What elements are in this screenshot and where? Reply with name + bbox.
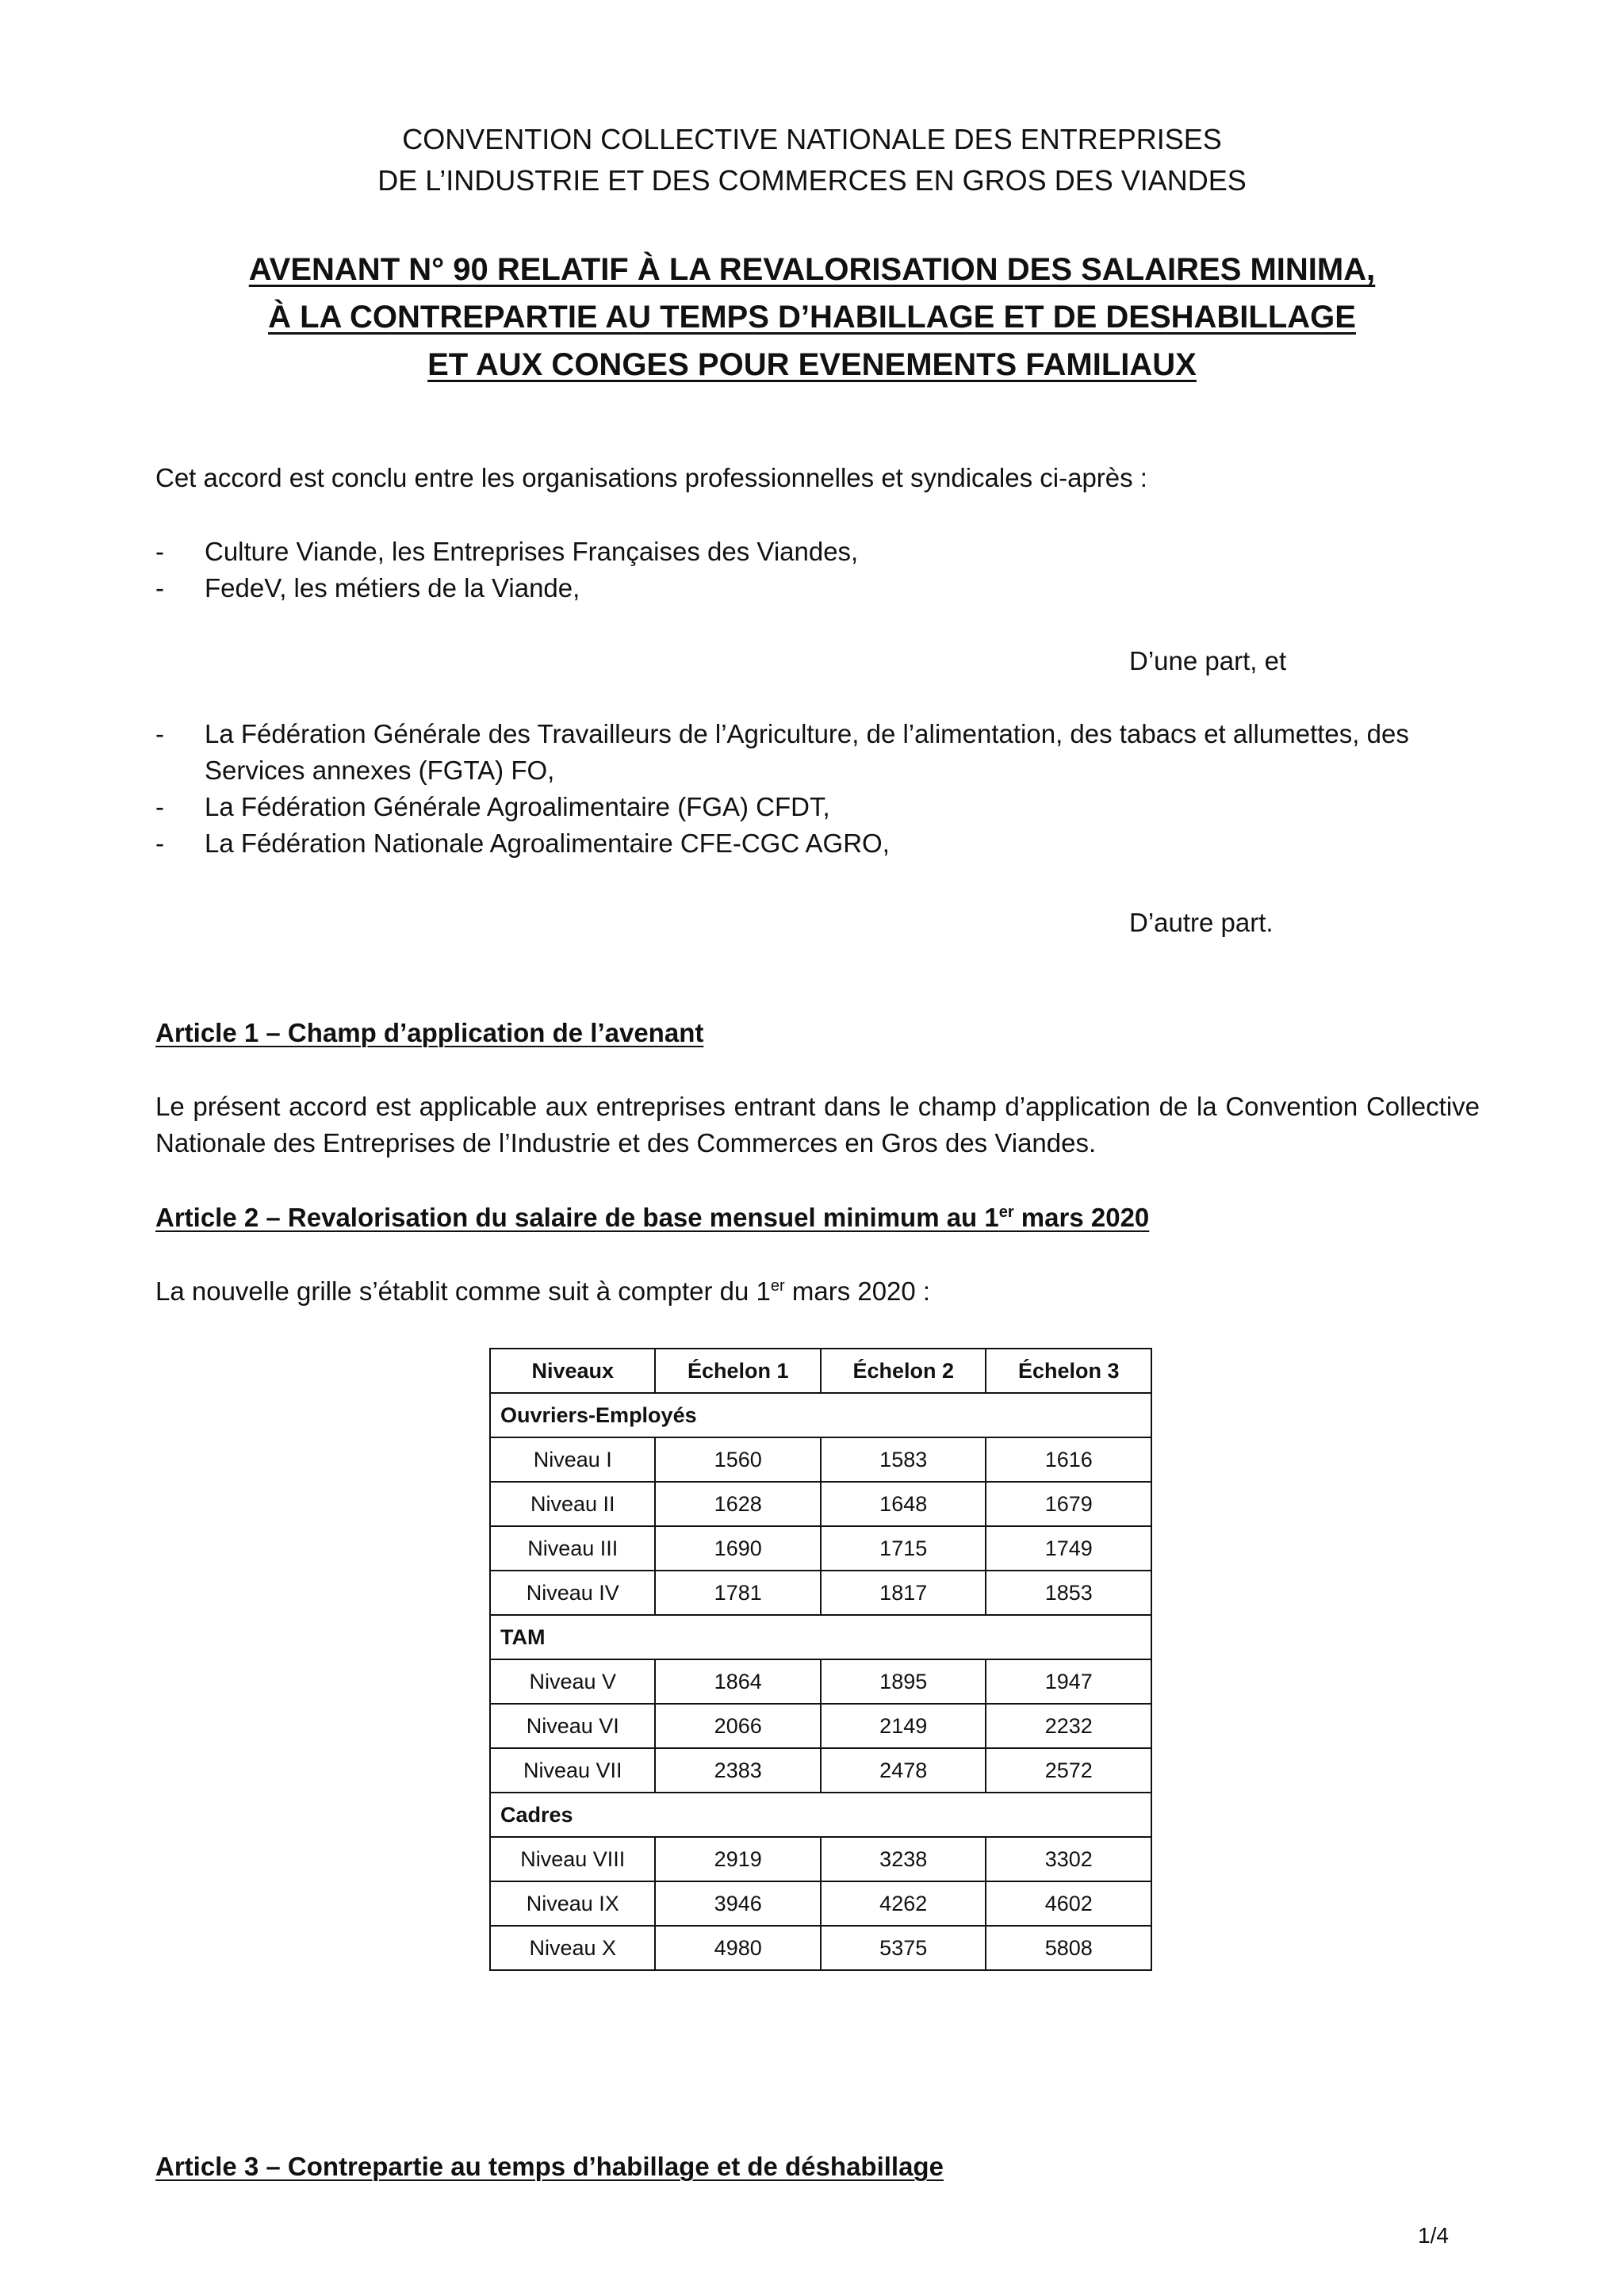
table-cell: Niveau III bbox=[490, 1526, 655, 1571]
article-1-heading: Article 1 – Champ d’application de l’avenant bbox=[155, 1018, 704, 1047]
table-cell: 3946 bbox=[655, 1881, 821, 1926]
table-row bbox=[490, 1482, 1151, 1526]
avenant-title-line-1: AVENANT N° 90 RELATIF À LA REVALORISATION DES SALAIRES MINIMA, bbox=[248, 252, 1376, 287]
article-2-body bbox=[155, 1273, 1480, 1310]
table-group-row bbox=[490, 1615, 1151, 1659]
table-row bbox=[490, 1926, 1151, 1970]
table-cell: 2066 bbox=[655, 1704, 821, 1748]
intro-paragraph: Cet accord est conclu entre les organisations professionnelles et syndicales ci-après : bbox=[155, 463, 1147, 492]
list-item-text: La Fédération Générale Agroalimentaire (FGA) CFDT, bbox=[205, 792, 830, 821]
table-cell: 1560 bbox=[655, 1437, 821, 1482]
article-2-heading-text: Article 2 – Revalorisation du salaire de base mensuel minimum au 1 bbox=[155, 1203, 999, 1232]
table-cell: 1715 bbox=[821, 1526, 986, 1571]
salary-grid-table bbox=[489, 1348, 1152, 1971]
table-row bbox=[490, 1659, 1151, 1704]
table-cell: Niveau II bbox=[490, 1482, 655, 1526]
column-header-echelon-2: Échelon 2 bbox=[821, 1349, 986, 1393]
table-group-row bbox=[490, 1793, 1151, 1837]
table-cell: 2919 bbox=[655, 1837, 821, 1881]
table-row bbox=[490, 1571, 1151, 1615]
table-cell: 3238 bbox=[821, 1837, 986, 1881]
list-item-text: La Fédération Nationale Agroalimentaire CFE-CGC AGRO, bbox=[205, 828, 890, 858]
table-row bbox=[490, 1526, 1151, 1571]
article-2-heading-date: mars 2020 bbox=[1013, 1203, 1150, 1232]
table-cell: 2232 bbox=[986, 1704, 1151, 1748]
list-item bbox=[155, 825, 1480, 862]
dash-bullet: - bbox=[155, 537, 164, 566]
table-cell: 1895 bbox=[821, 1659, 986, 1704]
table-cell: 1749 bbox=[986, 1526, 1151, 1571]
table-cell: 1817 bbox=[821, 1571, 986, 1615]
dash-bullet: - bbox=[155, 792, 164, 821]
table-cell: 4980 bbox=[655, 1926, 821, 1970]
convention-title-line-1: CONVENTION COLLECTIVE NATIONALE DES ENTREPRISES bbox=[402, 123, 1222, 155]
table-cell: 2149 bbox=[821, 1704, 986, 1748]
article-2-body-superscript: er bbox=[770, 1277, 785, 1295]
table-header-row bbox=[490, 1349, 1151, 1393]
list-item-text: La Fédération Générale des Travailleurs de l’Agriculture, de l’alimentation, des tabacs et allumettes, des Services annexes (FGTA) FO, bbox=[205, 719, 1409, 785]
table-row bbox=[490, 1437, 1151, 1482]
avenant-title bbox=[0, 246, 1624, 388]
list-item bbox=[155, 716, 1480, 789]
first-party-label: D’une part, et bbox=[1129, 646, 1287, 675]
table-cell: Niveau V bbox=[490, 1659, 655, 1704]
dash-bullet: - bbox=[155, 719, 164, 748]
table-cell: Niveau X bbox=[490, 1926, 655, 1970]
second-party-label: D’autre part. bbox=[1129, 908, 1274, 937]
article-2-body-text: La nouvelle grille s’établit comme suit à compter du 1 bbox=[155, 1276, 771, 1306]
table-cell: 4262 bbox=[821, 1881, 986, 1926]
group-label-tam: TAM bbox=[490, 1615, 1151, 1659]
article-2-heading-superscript: er bbox=[998, 1203, 1014, 1221]
employer-organizations-list bbox=[155, 534, 1480, 607]
table-cell: 3302 bbox=[986, 1837, 1151, 1881]
group-label-ouvriers-employes: Ouvriers-Employés bbox=[490, 1393, 1151, 1437]
list-item bbox=[155, 570, 1480, 607]
table-cell: Niveau I bbox=[490, 1437, 655, 1482]
table-cell: Niveau VIII bbox=[490, 1837, 655, 1881]
page-number: 1/4 bbox=[1418, 2223, 1449, 2248]
table-cell: 1583 bbox=[821, 1437, 986, 1482]
table-cell: 5375 bbox=[821, 1926, 986, 1970]
table-cell: 1628 bbox=[655, 1482, 821, 1526]
article-3-heading: Article 3 – Contrepartie au temps d’habillage et de déshabillage bbox=[155, 2152, 944, 2181]
table-cell: 2572 bbox=[986, 1748, 1151, 1793]
table-row bbox=[490, 1748, 1151, 1793]
table-cell: Niveau IV bbox=[490, 1571, 655, 1615]
table-cell: 2383 bbox=[655, 1748, 821, 1793]
table-cell: 2478 bbox=[821, 1748, 986, 1793]
list-item bbox=[155, 789, 1480, 825]
table-cell: Niveau VII bbox=[490, 1748, 655, 1793]
article-2-body-date: mars 2020 : bbox=[784, 1276, 931, 1306]
table-cell: 1690 bbox=[655, 1526, 821, 1571]
table-cell: 1616 bbox=[986, 1437, 1151, 1482]
table-cell: 5808 bbox=[986, 1926, 1151, 1970]
list-item-text: FedeV, les métiers de la Viande, bbox=[205, 573, 580, 603]
table-row bbox=[490, 1881, 1151, 1926]
column-header-echelon-3: Échelon 3 bbox=[986, 1349, 1151, 1393]
column-header-niveaux: Niveaux bbox=[490, 1349, 655, 1393]
table-cell: Niveau VI bbox=[490, 1704, 655, 1748]
convention-title bbox=[0, 119, 1624, 201]
dash-bullet: - bbox=[155, 573, 164, 603]
table-cell: 1679 bbox=[986, 1482, 1151, 1526]
column-header-echelon-1: Échelon 1 bbox=[655, 1349, 821, 1393]
article-1-body: Le présent accord est applicable aux entreprises entrant dans le champ d’application de la Convention Collective Nationale des Entreprises de l’Industrie et des Commerces en Gros des Viandes. bbox=[155, 1092, 1480, 1158]
avenant-title-line-2: À LA CONTREPARTIE AU TEMPS D’HABILLAGE ET DE DESHABILLAGE bbox=[268, 300, 1356, 335]
dash-bullet: - bbox=[155, 828, 164, 858]
table-group-row bbox=[490, 1393, 1151, 1437]
table-cell: 1853 bbox=[986, 1571, 1151, 1615]
list-item bbox=[155, 534, 1480, 570]
convention-title-line-2: DE L’INDUSTRIE ET DES COMMERCES EN GROS DES VIANDES bbox=[377, 164, 1247, 197]
table-cell: 1648 bbox=[821, 1482, 986, 1526]
group-label-cadres: Cadres bbox=[490, 1793, 1151, 1837]
table-row bbox=[490, 1837, 1151, 1881]
article-2-heading bbox=[155, 1200, 1149, 1236]
union-organizations-list bbox=[155, 716, 1480, 862]
table-cell: Niveau IX bbox=[490, 1881, 655, 1926]
avenant-title-line-3: ET AUX CONGES POUR EVENEMENTS FAMILIAUX bbox=[427, 347, 1197, 382]
table-cell: 4602 bbox=[986, 1881, 1151, 1926]
table-cell: 1781 bbox=[655, 1571, 821, 1615]
table-row bbox=[490, 1704, 1151, 1748]
list-item-text: Culture Viande, les Entreprises Françaises des Viandes, bbox=[205, 537, 859, 566]
table-cell: 1864 bbox=[655, 1659, 821, 1704]
table-cell: 1947 bbox=[986, 1659, 1151, 1704]
